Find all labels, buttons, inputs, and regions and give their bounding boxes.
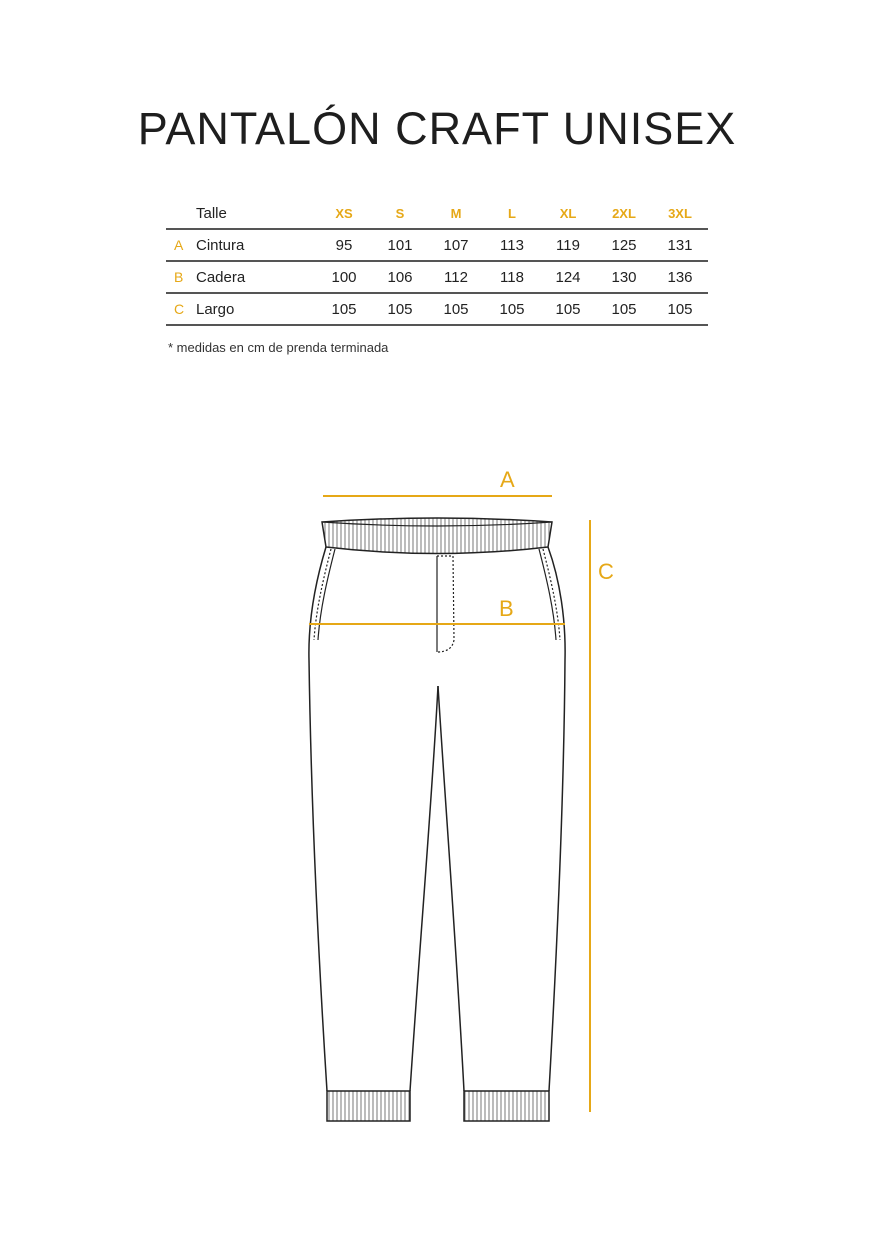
table-cell: 105: [596, 293, 652, 325]
header-talle: Talle: [196, 198, 316, 229]
table-cell: 131: [652, 229, 708, 261]
label-b: B: [499, 596, 514, 621]
table-cell: 124: [540, 261, 596, 293]
row-letter: C: [166, 293, 196, 325]
table-cell: 125: [596, 229, 652, 261]
size-header-xs: XS: [316, 198, 372, 229]
label-c: C: [598, 559, 614, 584]
table-cell: 113: [484, 229, 540, 261]
table-cell: 101: [372, 229, 428, 261]
size-header-3xl: 3XL: [652, 198, 708, 229]
measurement-footnote: * medidas en cm de prenda terminada: [168, 340, 389, 355]
table-cell: 105: [540, 293, 596, 325]
page-title: PANTALÓN CRAFT UNISEX: [137, 103, 737, 154]
size-header-xl: XL: [540, 198, 596, 229]
table-cell: 105: [316, 293, 372, 325]
table-cell: 95: [316, 229, 372, 261]
label-a: A: [500, 467, 515, 492]
table-cell: 107: [428, 229, 484, 261]
right-cuff: [464, 1091, 549, 1121]
size-header-l: L: [484, 198, 540, 229]
table-cell: 112: [428, 261, 484, 293]
table-cell: 106: [372, 261, 428, 293]
waistband: [322, 518, 552, 554]
size-header-m: M: [428, 198, 484, 229]
right-pocket: [539, 549, 560, 640]
left-cuff: [327, 1091, 410, 1121]
row-name: Cintura: [196, 229, 316, 261]
table-cell: 105: [484, 293, 540, 325]
table-cell: 136: [652, 261, 708, 293]
fly-placket: [437, 556, 454, 652]
table-cell: 100: [316, 261, 372, 293]
size-header-2xl: 2XL: [596, 198, 652, 229]
table-cell: 105: [428, 293, 484, 325]
left-pocket: [314, 549, 335, 640]
table-cell: 105: [652, 293, 708, 325]
size-header-s: S: [372, 198, 428, 229]
row-name: Largo: [196, 293, 316, 325]
row-name: Cadera: [196, 261, 316, 293]
row-letter: B: [166, 261, 196, 293]
table-cell: 130: [596, 261, 652, 293]
table-cell: 119: [540, 229, 596, 261]
table-cell: 105: [372, 293, 428, 325]
table-cell: 118: [484, 261, 540, 293]
row-letter: A: [166, 229, 196, 261]
